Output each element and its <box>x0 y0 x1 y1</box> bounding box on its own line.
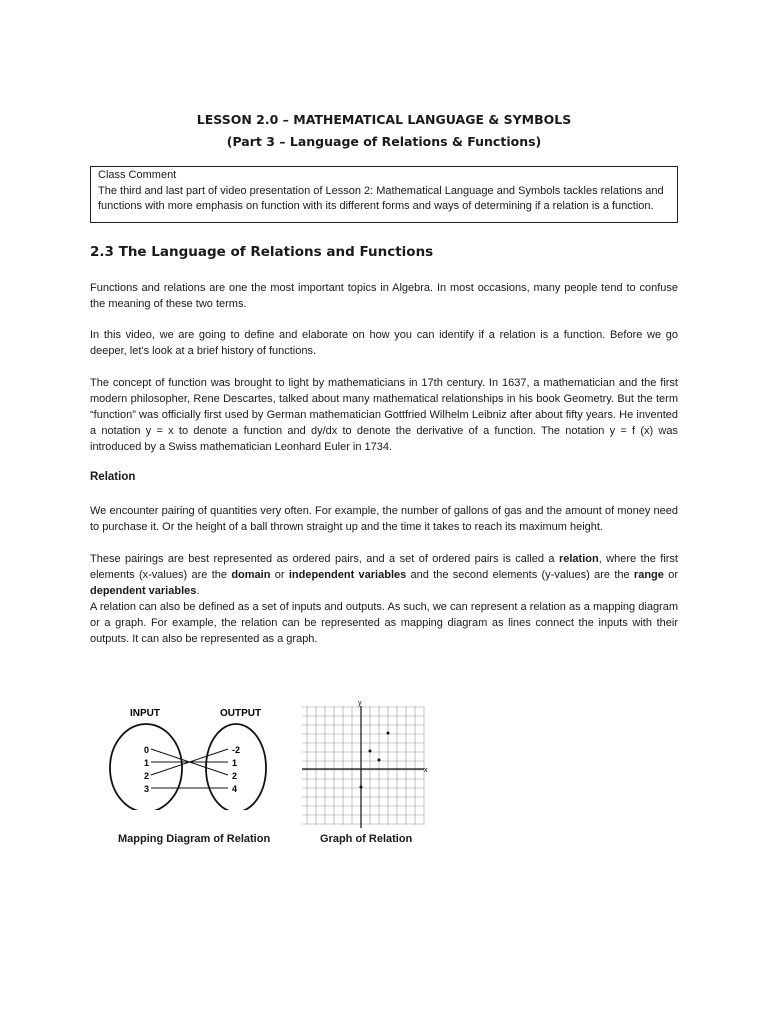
lesson-subtitle: (Part 3 – Language of Relations & Functions) <box>226 134 542 149</box>
x-axis-label: x <box>424 767 428 774</box>
graph-point <box>369 750 372 753</box>
output-value: 2 <box>232 771 238 781</box>
output-value: -2 <box>232 745 241 755</box>
class-comment-text: The third and last part of video presentation of Lesson 2: Mathematical Language and Symbols tackles relations and functions with more emphasis on function with its different forms and ways of determining if a relation is a function. <box>98 184 664 212</box>
graph-point <box>378 759 381 762</box>
text-run: These pairings are best represented as ordered pairs, and a set of ordered pairs is called a <box>90 553 559 565</box>
section-heading: 2.3 The Language of Relations and Functions <box>90 244 434 260</box>
input-value: 0 <box>144 745 150 755</box>
graph-grid <box>302 706 424 825</box>
mapping-caption: Mapping Diagram of Relation <box>118 833 271 845</box>
mapping-diagram <box>100 700 280 810</box>
term-relation: relation <box>558 553 599 565</box>
paragraph-ordered-pairs <box>90 551 678 599</box>
paragraph-pairing: We encounter pairing of quantities very often. For example, the number of gallons of gas and the amount of money need to purchase it. Or the height of a ball thrown straight up and the time it takes to reach its maximum height. <box>90 505 678 533</box>
lesson-title: LESSON 2.0 – MATHEMATICAL LANGUAGE & SYMBOLS <box>196 112 572 127</box>
mapping-arrows <box>151 749 228 788</box>
term-range: range <box>633 569 664 581</box>
input-label: INPUT <box>130 708 160 719</box>
output-label: OUTPUT <box>220 708 262 719</box>
output-value: 1 <box>232 758 238 768</box>
text-run: and the second elements (y-values) are the <box>406 569 634 581</box>
term-dependent-variables: dependent variables <box>90 585 197 597</box>
paragraph-intro: Functions and relations are one the most important topics in Algebra. In most occasions, many people tend to confuse the meaning of these two terms. <box>90 282 678 310</box>
y-axis-label: y <box>358 700 362 707</box>
paragraph-mapping: A relation can also be defined as a set of inputs and outputs. As such, we can represent a relation as a mapping diagram or a graph. For example, the relation can be represented as mapping diagram as lines connect the inputs with their outputs. It can also be represented as a graph. <box>90 601 678 645</box>
graph-point <box>387 732 390 735</box>
text-run: . <box>196 585 200 597</box>
text-run: or <box>663 569 678 581</box>
paragraph-history: The concept of function was brought to light by mathematicians in 17th century. In 1637, a mathematician and the first modern philosopher, Rene Descartes, talked about many mathematical relationships in his book Geometry. But the term “function” was officially first used by German mathematician Gottfried Wilhelm Leibniz after about fifty years. He invented a notation y = x to denote a function and dy/dx to denote the derivative of a function. The notation y = f (x) was introduced by a Swiss mathematician Leonhard Euler in 1734. <box>90 377 678 453</box>
relation-heading: Relation <box>90 471 136 483</box>
term-independent-variables: independent variables <box>288 569 407 581</box>
input-value: 2 <box>144 771 150 781</box>
class-comment-box <box>90 166 678 223</box>
text-run: , where the first elements (x-values) are the <box>90 553 678 581</box>
text-run: or <box>270 569 289 581</box>
graph-point <box>360 786 363 789</box>
input-value: 1 <box>144 758 150 768</box>
relation-graph <box>300 700 430 830</box>
input-value: 3 <box>144 784 150 794</box>
paragraph-video: In this video, we are going to define and elaborate on how you can identify if a relation is a function. Before we go deeper, let’s look at a brief history of functions. <box>90 329 678 357</box>
term-domain: domain <box>231 569 271 581</box>
output-value: 4 <box>232 784 238 794</box>
graph-caption: Graph of Relation <box>320 833 413 845</box>
class-comment-label: Class Comment <box>98 169 177 181</box>
